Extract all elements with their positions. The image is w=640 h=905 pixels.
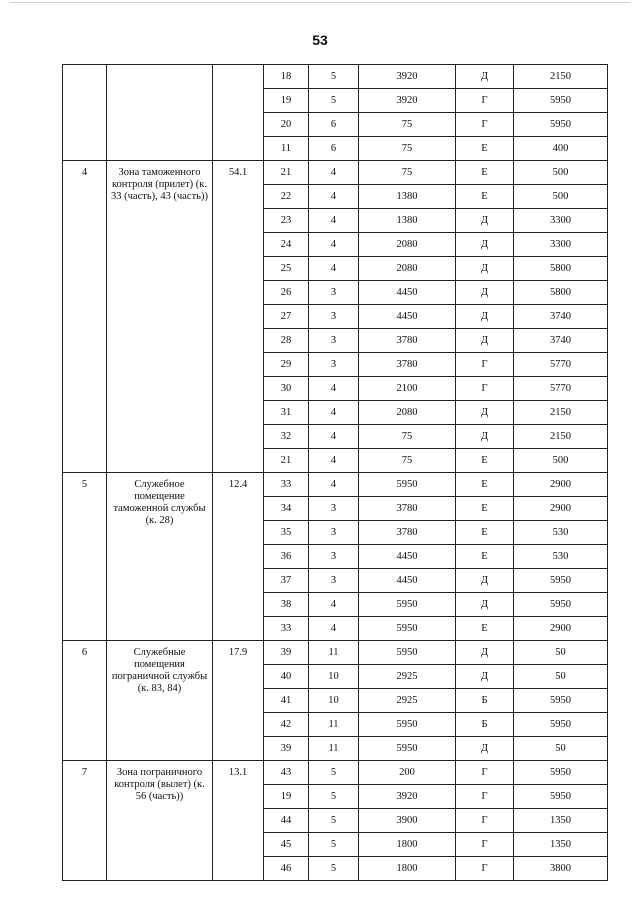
value-cell: 500: [514, 161, 608, 185]
point-number-cell: 26: [264, 281, 309, 305]
segment-cell: 4: [309, 401, 359, 425]
distance-cell: 4450: [359, 545, 456, 569]
point-number-cell: 35: [264, 521, 309, 545]
category-cell: Д: [456, 305, 514, 329]
group-number-cell: 5: [63, 473, 107, 641]
point-number-cell: 45: [264, 833, 309, 857]
category-cell: Г: [456, 377, 514, 401]
distance-cell: 1800: [359, 833, 456, 857]
point-number-cell: 39: [264, 737, 309, 761]
category-cell: Г: [456, 353, 514, 377]
distance-cell: 3780: [359, 497, 456, 521]
segment-cell: 5: [309, 65, 359, 89]
value-cell: 1350: [514, 833, 608, 857]
value-cell: 2150: [514, 401, 608, 425]
distance-cell: 75: [359, 137, 456, 161]
point-number-cell: 46: [264, 857, 309, 881]
point-number-cell: 34: [264, 497, 309, 521]
distance-cell: 3900: [359, 809, 456, 833]
segment-cell: 5: [309, 89, 359, 113]
category-cell: Г: [456, 833, 514, 857]
point-number-cell: 42: [264, 713, 309, 737]
point-number-cell: 33: [264, 473, 309, 497]
category-cell: Г: [456, 857, 514, 881]
segment-cell: 5: [309, 833, 359, 857]
category-cell: Д: [456, 329, 514, 353]
value-cell: 500: [514, 185, 608, 209]
segment-cell: 3: [309, 281, 359, 305]
point-number-cell: 23: [264, 209, 309, 233]
category-cell: Д: [456, 641, 514, 665]
distance-cell: 5950: [359, 641, 456, 665]
segment-cell: 5: [309, 785, 359, 809]
segment-cell: 6: [309, 113, 359, 137]
segment-cell: 4: [309, 425, 359, 449]
distance-cell: 2080: [359, 233, 456, 257]
point-number-cell: 43: [264, 761, 309, 785]
value-cell: 5950: [514, 89, 608, 113]
category-cell: Д: [456, 425, 514, 449]
point-number-cell: 18: [264, 65, 309, 89]
value-cell: 400: [514, 137, 608, 161]
category-cell: Е: [456, 473, 514, 497]
category-cell: Б: [456, 689, 514, 713]
point-number-cell: 25: [264, 257, 309, 281]
value-cell: 5950: [514, 113, 608, 137]
point-number-cell: 22: [264, 185, 309, 209]
category-cell: Д: [456, 281, 514, 305]
segment-cell: 3: [309, 353, 359, 377]
value-cell: 530: [514, 545, 608, 569]
segment-cell: 11: [309, 713, 359, 737]
category-cell: Д: [456, 257, 514, 281]
zone-name-cell: Служебное помещение таможенной службы (к. 28): [107, 473, 213, 641]
point-number-cell: 36: [264, 545, 309, 569]
segment-cell: 4: [309, 449, 359, 473]
value-cell: 530: [514, 521, 608, 545]
value-cell: 2150: [514, 425, 608, 449]
value-cell: 2900: [514, 617, 608, 641]
category-cell: Е: [456, 449, 514, 473]
segment-cell: 4: [309, 473, 359, 497]
segment-cell: 4: [309, 185, 359, 209]
point-number-cell: 37: [264, 569, 309, 593]
segment-cell: 4: [309, 617, 359, 641]
distance-cell: 3780: [359, 521, 456, 545]
distance-cell: 5950: [359, 593, 456, 617]
value-cell: 500: [514, 449, 608, 473]
category-cell: Д: [456, 737, 514, 761]
value-cell: 5950: [514, 785, 608, 809]
category-cell: Е: [456, 137, 514, 161]
value-cell: 5800: [514, 257, 608, 281]
segment-cell: 3: [309, 329, 359, 353]
category-cell: Г: [456, 809, 514, 833]
table-row: [63, 161, 608, 185]
segment-cell: 4: [309, 209, 359, 233]
distance-cell: 1380: [359, 209, 456, 233]
distance-cell: 2080: [359, 401, 456, 425]
distance-cell: 75: [359, 161, 456, 185]
distance-cell: 5950: [359, 737, 456, 761]
group-number-cell: 7: [63, 761, 107, 881]
segment-cell: 4: [309, 161, 359, 185]
category-cell: Д: [456, 569, 514, 593]
distance-cell: 2925: [359, 689, 456, 713]
value-cell: 2900: [514, 497, 608, 521]
value-cell: 5770: [514, 353, 608, 377]
group-number-cell: [63, 65, 107, 161]
scan-edge-line: [10, 2, 630, 3]
value-cell: 5800: [514, 281, 608, 305]
distance-cell: 2925: [359, 665, 456, 689]
point-number-cell: 28: [264, 329, 309, 353]
category-cell: Е: [456, 617, 514, 641]
category-cell: Д: [456, 209, 514, 233]
distance-cell: 75: [359, 449, 456, 473]
distance-cell: 2080: [359, 257, 456, 281]
point-number-cell: 41: [264, 689, 309, 713]
area-cell: 17.9: [213, 641, 264, 761]
distance-cell: 4450: [359, 305, 456, 329]
category-cell: Д: [456, 233, 514, 257]
value-cell: 5950: [514, 761, 608, 785]
point-number-cell: 31: [264, 401, 309, 425]
distance-cell: 3780: [359, 353, 456, 377]
value-cell: 3300: [514, 209, 608, 233]
point-number-cell: 11: [264, 137, 309, 161]
point-number-cell: 21: [264, 449, 309, 473]
point-number-cell: 19: [264, 89, 309, 113]
segment-cell: 11: [309, 641, 359, 665]
category-cell: Г: [456, 113, 514, 137]
distance-cell: 3920: [359, 785, 456, 809]
segment-cell: 5: [309, 809, 359, 833]
segment-cell: 10: [309, 689, 359, 713]
category-cell: Г: [456, 89, 514, 113]
segment-cell: 4: [309, 593, 359, 617]
segment-cell: 4: [309, 377, 359, 401]
value-cell: 50: [514, 665, 608, 689]
category-cell: Д: [456, 65, 514, 89]
table-row: [63, 761, 608, 785]
value-cell: 3740: [514, 329, 608, 353]
table-row: [63, 473, 608, 497]
table-row: [63, 65, 608, 89]
area-cell: 13.1: [213, 761, 264, 881]
zone-name-cell: Зона таможенного контроля (прилет) (к. 33 (часть), 43 (часть)): [107, 161, 213, 473]
value-cell: 3740: [514, 305, 608, 329]
group-number-cell: 6: [63, 641, 107, 761]
distance-cell: 5950: [359, 617, 456, 641]
value-cell: 2900: [514, 473, 608, 497]
distance-cell: 1800: [359, 857, 456, 881]
page-number: 53: [312, 32, 328, 48]
value-cell: 1350: [514, 809, 608, 833]
point-number-cell: 40: [264, 665, 309, 689]
segment-cell: 4: [309, 257, 359, 281]
value-cell: 5950: [514, 593, 608, 617]
value-cell: 2150: [514, 65, 608, 89]
distance-cell: 1380: [359, 185, 456, 209]
area-cell: 54.1: [213, 161, 264, 473]
distance-cell: 200: [359, 761, 456, 785]
table-body: [63, 65, 608, 881]
point-number-cell: 30: [264, 377, 309, 401]
segment-cell: 5: [309, 857, 359, 881]
segment-cell: 3: [309, 521, 359, 545]
point-number-cell: 33: [264, 617, 309, 641]
distance-cell: 4450: [359, 281, 456, 305]
distance-cell: 5950: [359, 473, 456, 497]
zone-name-cell: Служебные помещения пограничной службы (к. 83, 84): [107, 641, 213, 761]
value-cell: 5950: [514, 689, 608, 713]
value-cell: 3300: [514, 233, 608, 257]
category-cell: Е: [456, 545, 514, 569]
value-cell: 50: [514, 737, 608, 761]
segment-cell: 5: [309, 761, 359, 785]
category-cell: Г: [456, 785, 514, 809]
segment-cell: 10: [309, 665, 359, 689]
group-number-cell: 4: [63, 161, 107, 473]
category-cell: Е: [456, 185, 514, 209]
zone-name-cell: [107, 65, 213, 161]
category-cell: Д: [456, 401, 514, 425]
category-cell: Д: [456, 665, 514, 689]
segment-cell: 3: [309, 569, 359, 593]
value-cell: 5770: [514, 377, 608, 401]
point-number-cell: 32: [264, 425, 309, 449]
coordinates-table: [62, 64, 608, 881]
segment-cell: 3: [309, 305, 359, 329]
point-number-cell: 27: [264, 305, 309, 329]
category-cell: Е: [456, 161, 514, 185]
area-cell: 12.4: [213, 473, 264, 641]
table-row: [63, 641, 608, 665]
distance-cell: 75: [359, 425, 456, 449]
point-number-cell: 44: [264, 809, 309, 833]
point-number-cell: 24: [264, 233, 309, 257]
point-number-cell: 20: [264, 113, 309, 137]
category-cell: Б: [456, 713, 514, 737]
distance-cell: 5950: [359, 713, 456, 737]
distance-cell: 4450: [359, 569, 456, 593]
area-cell: [213, 65, 264, 161]
category-cell: Е: [456, 521, 514, 545]
value-cell: 50: [514, 641, 608, 665]
category-cell: Е: [456, 497, 514, 521]
segment-cell: 3: [309, 497, 359, 521]
value-cell: 5950: [514, 713, 608, 737]
point-number-cell: 19: [264, 785, 309, 809]
category-cell: Г: [456, 761, 514, 785]
distance-cell: 3920: [359, 65, 456, 89]
point-number-cell: 29: [264, 353, 309, 377]
distance-cell: 75: [359, 113, 456, 137]
category-cell: Д: [456, 593, 514, 617]
point-number-cell: 38: [264, 593, 309, 617]
segment-cell: 4: [309, 233, 359, 257]
point-number-cell: 21: [264, 161, 309, 185]
distance-cell: 2100: [359, 377, 456, 401]
segment-cell: 3: [309, 545, 359, 569]
value-cell: 3800: [514, 857, 608, 881]
distance-cell: 3780: [359, 329, 456, 353]
point-number-cell: 39: [264, 641, 309, 665]
distance-cell: 3920: [359, 89, 456, 113]
segment-cell: 11: [309, 737, 359, 761]
value-cell: 5950: [514, 569, 608, 593]
zone-name-cell: Зона пограничного контроля (вылет) (к. 56 (часть)): [107, 761, 213, 881]
segment-cell: 6: [309, 137, 359, 161]
